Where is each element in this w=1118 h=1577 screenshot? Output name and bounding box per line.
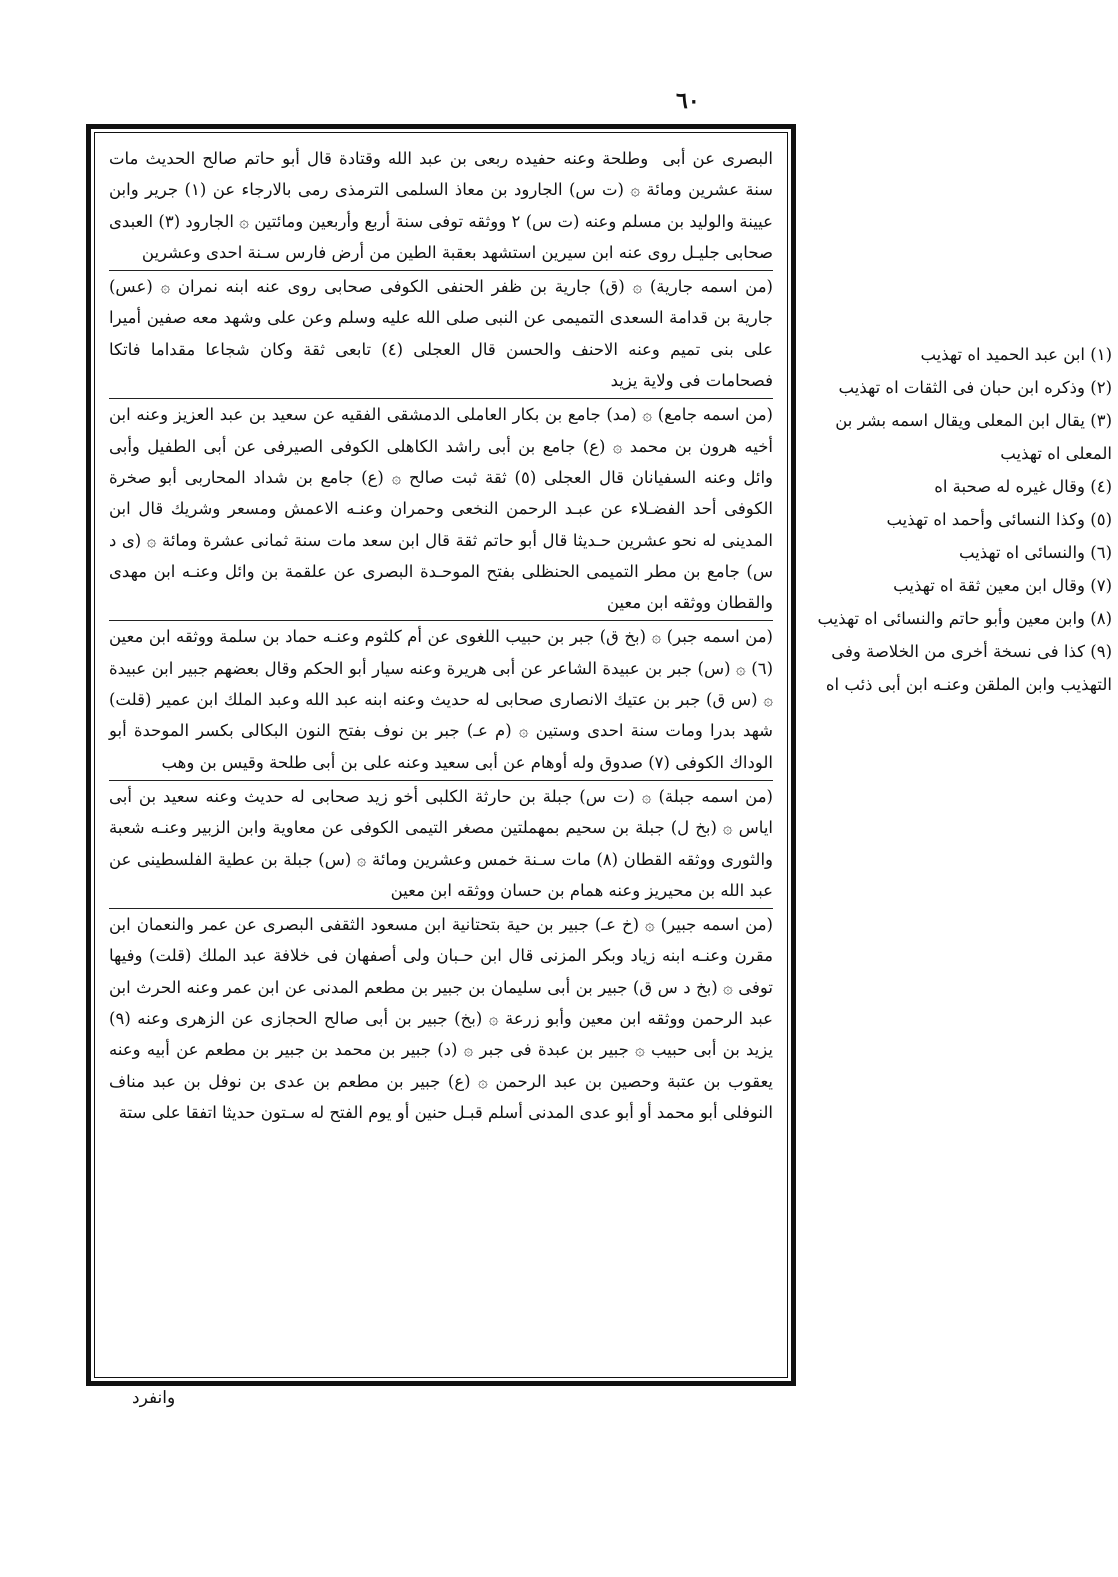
catchword: وانفرد [132,1388,176,1408]
text-paragraph-4: (من اسمه جبر) ۞ (بخ ق) جبر بن حبيب اللغوى عن أم كلثوم وعنـه حماد بن سلمة ووثقه ابن معين (٦) ۞ (س) جبر بن عبيدة الشاعر عن أبى هريرة وعنه سيار أبو الحكم وقال بعضهم جبير ابن عبيدة ۞ (س ق) جبر بن عتيك الانصارى صحابى له حديث وعنه ابنه عبد الله وعبد الملك ابن عمير (قلت) شهد بدرا ومات سنة احدى وستين ۞ (م عـ) جبر بن نوف بفتح النون البكالى بكسر الموحدة أبو الوداك الكوفى (٧) صدوق وله أوهام عن أبى سعيد وعنه على بن أبى طلحة وقيس بن وهب [109,621,773,780]
margin-notes [800,338,1112,701]
main-text-body [94,132,788,1378]
margin-note-9: (٩) كذا فى نسخة أخرى من الخلاصة وفى التهذيب وابن الملقن وعنـه ابن أبى ذئب اه [825,642,1112,694]
margin-note-1: (١) ابن عبد الحميد اه تهذيب [920,345,1112,364]
text-paragraph-1: البصرى عن أبى وطلحة وعنه حفيده ربعى بن عبد الله وقتادة قال أبو حاتم صالح الحديث مات سنة عشرين ومائة ۞ (ت س) الجارود بن معاذ السلمى الترمذى رمى بالارجاء عن (١) جرير وابن عيينة والوليد بن مسلم وعنه (ت س) ٢ ووثقه توفى سنة أربع وأربعين ومائتين ۞ الجارود (٣) العبدى صحابى جليـل روى عنه ابن سيرين استشهد بعقبة الطين من أرض فارس سـنة احدى وعشرين [109,143,773,271]
text-paragraph-6: (من اسمه جبير) ۞ (خ عـ) جبير بن حية بتحتانية ابن مسعود الثقفى البصرى عن عمر والنعمان ابن مقرن وعنـه ابنه زياد وبكر المزنى قال ابن حـبان ولى أصفهان فى خلافة عبد الملك (قلت) وفيها توفى ۞ (بخ د س ق) جبير بن أبى سليمان بن جبير بن مطعم المدنى عن ابن عمر وعنه الحرث ابن عبد الرحمن ووثقه ابن معين وأبو زرعة ۞ (بخ) جبير بن أبى صالح الحجازى عن الزهرى وعنه (٩) يزيد بن أبى حبيب ۞ جبير بن عبدة فى جبر ۞ (د) جبير بن محمد بن جبير بن مطعم عن أبيه وعنه يعقوب بن عتبة وحصين بن عبد الرحمن ۞ (ع) جبير بن مطعم بن عدى بن نوفل بن عبد مناف النوفلى أبو محمد أو أبو عدى المدنى أسلم قبـل حنين أو يوم الفتح له سـتون حديثا اتفقا على ستة [103,915,773,1122]
margin-note-4: (٤) وقال غيره له صحبة اه [934,477,1112,496]
text-paragraph-2: (من اسمه جارية) ۞ (ق) جارية بن ظفر الحنفى الكوفى صحابى روى عنه ابنه نمران ۞ (عس) جارية بن قدامة السعدى التميمى عن النبى صلى الله عليه وسلم وعن على وشهد معه صفين أميرا على بنى تميم وعنه الاحنف والحسن قال العجلى (٤) تابعى ثقة وكان شجاعا مقداما فاتكا فصحامات فى ولاية يزيد [109,271,773,399]
margin-note-6: (٦) والنسائى اه تهذيب [958,543,1112,562]
margin-note-8: (٨) وابن معين وأبو حاتم والنسائى اه تهذيب [817,609,1112,628]
text-paragraph-5: (من اسمه جبلة) ۞ (ت س) جبلة بن حارثة الكلبى أخو زيد صحابى له حديث وعنه سعيد بن أبى اياس ۞ (بخ ل) جبلة بن سحيم بمهملتين مصغر التيمى الكوفى عن معاوية وابن الزبير وعنـه شعبة والثورى ووثقه القطان (٨) مات سـنة خمس وعشرين ومائة ۞ (س) جبلة بن عطية الفلسطينى عن عبد الله بن محيريز وعنه همام بن حسان ووثقه ابن معين [109,781,773,909]
page-number: ٦٠ [676,88,700,114]
text-paragraph-3: (من اسمه جامع) ۞ (مد) جامع بن بكار العاملى الدمشقى الفقيه عن سعيد بن عبد العزيز وعنه ابن أخيه هرون بن محمد ۞ (ع) جامع بن أبى راشد الكاهلى الكوفى الصيرفى عن أبى الطفيل وأبى وائل وعنه السفيانان قال العجلى (٥) ثقة ثبت صالح ۞ (ع) جامع بن شداد المحاربى أبو صخرة الكوفى أحد الفضـلاء عن عبـد الرحمن النخعى وحمران وعنـه الاعمش ومسعر وشريك قال ابن المدينى له نحو عشرين حـديثا قال أبو حاتم ثقة قال ابن سعد مات سنة ثمانى عشرة ومائة ۞ (ى د س) جامع بن مطر التميمى الحنظلى بفتح الموحـدة البصرى عن علقمة بن وائل وعنـه ابن مهدى والقطان ووثقه ابن معين [109,399,773,621]
margin-note-3: (٣) يقال ابن المعلى ويقال اسمه بشر بن المعلى اه تهذيب [835,411,1112,463]
margin-note-7: (٧) وقال ابن معين ثقة اه تهذيب [893,576,1112,595]
margin-note-2: (٢) وذكره ابن حبان فى الثقات اه تهذيب [838,378,1112,397]
margin-note-5: (٥) وكذا النسائى وأحمد اه تهذيب [886,510,1112,529]
main-text-frame [86,124,796,1386]
